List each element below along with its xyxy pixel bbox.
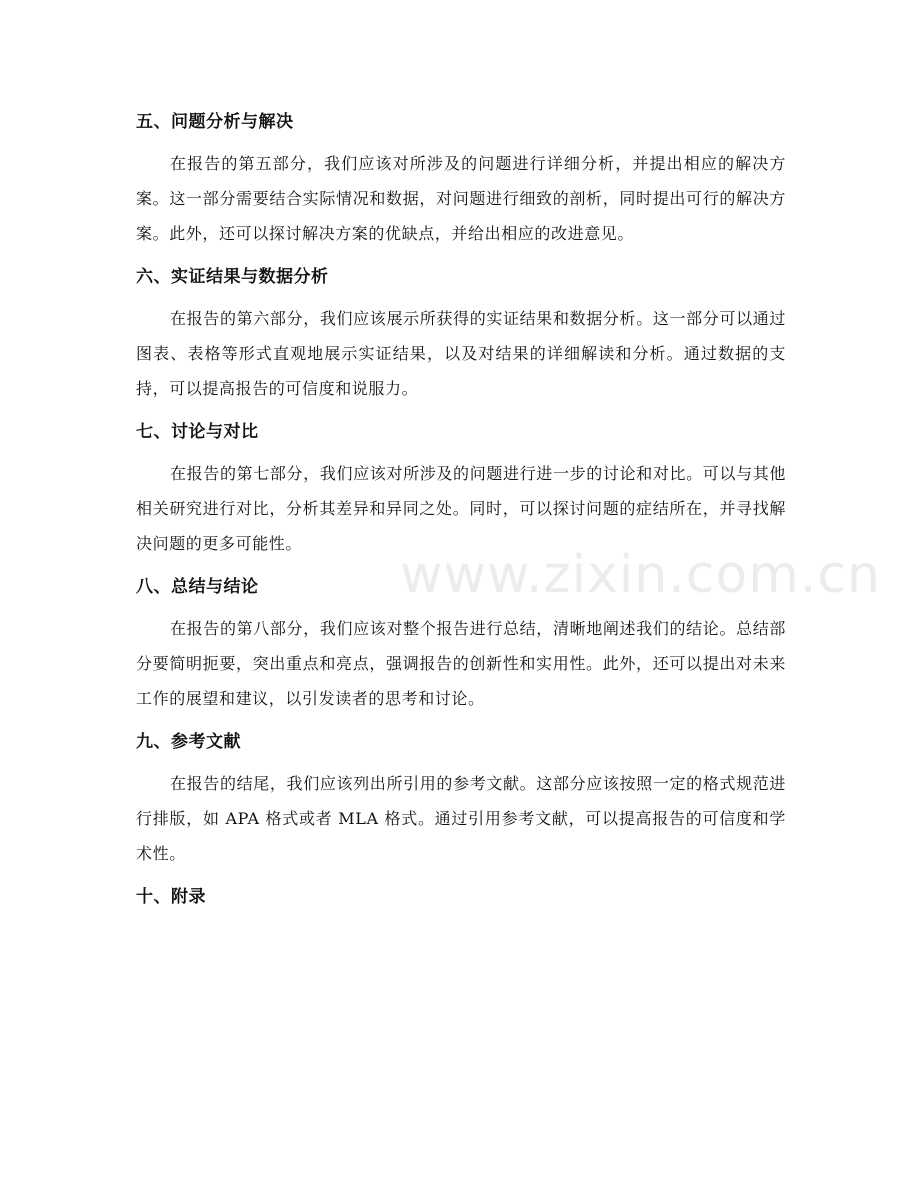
section-heading: 九、参考文献 <box>136 732 241 752</box>
section-6 <box>136 259 786 406</box>
section-heading: 八、总结与结论 <box>136 577 259 597</box>
document-content <box>136 104 786 923</box>
section-paragraph: 在报告的第八部分，我们应该对整个报告进行总结，清晰地阐述我们的结论。总结部分要简明扼要，突出重点和亮点，强调报告的创新性和实用性。此外，还可以提出对未来工作的展望和建议，以引发读者的思考和讨论。 <box>136 619 786 708</box>
watermark: www.zixin.com.cn <box>400 545 881 605</box>
section-paragraph: 在报告的第五部分，我们应该对所涉及的问题进行详细分析，并提出相应的解决方案。这一部分需要结合实际情况和数据，对问题进行细致的剖析，同时提出可行的解决方案。此外，还可以探讨解决方案的优缺点，并给出相应的改进意见。 <box>136 154 786 243</box>
section-heading: 六、实证结果与数据分析 <box>136 267 329 287</box>
section-heading: 十、附录 <box>136 887 206 907</box>
section-5 <box>136 104 786 251</box>
section-paragraph: 在报告的第六部分，我们应该展示所获得的实证结果和数据分析。这一部分可以通过图表、表格等形式直观地展示实证结果，以及对结果的详细解读和分析。通过数据的支持，可以提高报告的可信度和说服力。 <box>136 309 786 398</box>
section-paragraph: 在报告的第七部分，我们应该对所涉及的问题进行进一步的讨论和对比。可以与其他相关研究进行对比，分析其差异和异同之处。同时，可以探讨问题的症结所在，并寻找解决问题的更多可能性。 <box>136 464 786 553</box>
section-heading: 五、问题分析与解决 <box>136 112 294 132</box>
section-heading: 七、讨论与对比 <box>136 422 259 442</box>
section-9 <box>136 724 786 871</box>
section-paragraph: 在报告的结尾，我们应该列出所引用的参考文献。这部分应该按照一定的格式规范进行排版，如 APA 格式或者 MLA 格式。通过引用参考文献，可以提高报告的可信度和学术性。 <box>136 774 786 863</box>
section-7 <box>136 414 786 561</box>
section-10 <box>136 879 786 915</box>
